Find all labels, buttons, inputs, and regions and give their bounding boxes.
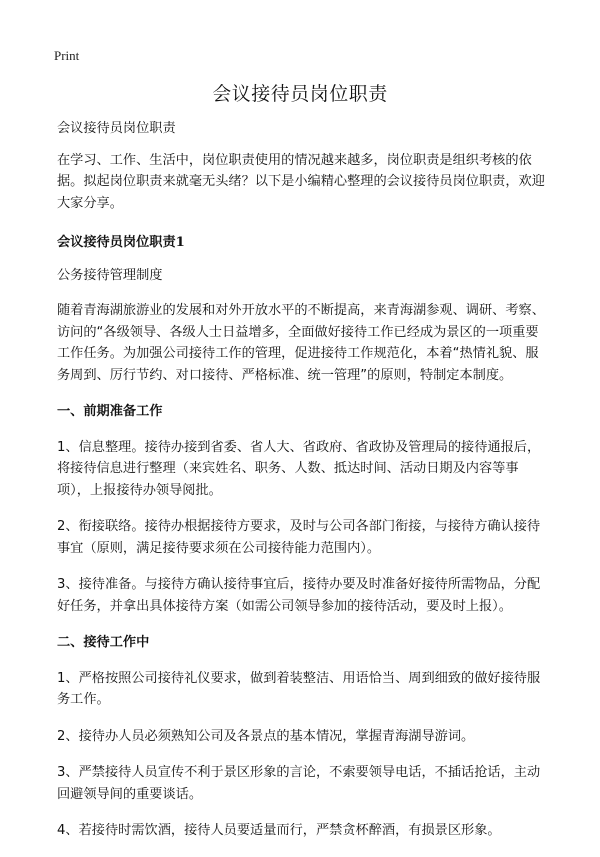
list-item: 3、严禁接待人员宣传不利于景区形象的言论，不索要领导电话，不插话抢话，主动回避领导间的重要谈话。 — [57, 765, 541, 802]
list-item: 2、衔接联络。接待办根据接待方要求，及时与公司各部门衔接，与接待方确认接待事宜（原则，满足接待要求须在公司接待能力范围内）。 — [57, 519, 541, 556]
list-item: 2、接待办人员必须熟知公司及各景点的基本情况，掌握青海湖导游词。 — [57, 728, 475, 744]
part-heading-reception: 二、接待工作中 — [57, 635, 150, 650]
list-item: 1、信息整理。接待办接到省委、省人大、省政府、省政协及管理局的接待通报后，将接待信息进行整理（来宾姓名、职务、人数、抵达时间、活动日期及内容等事项），上报接待办领导阅批。 — [57, 439, 541, 498]
section-intro-paragraph: 随着青海湖旅游业的发展和对外开放水平的不断提高，来青海湖参观、调研、考察、访问的“各级领导、各级人士日益增多，全面做好接待工作已经成为景区的一项重要工作任务。为加强公司接待工作的管理，促进接待工作规范化，本着“热情礼貌、服务周到、厉行节约、对口接待、严格标准、统一管理”的原则，特制定本制度。 — [57, 303, 545, 383]
page-title: 会议接待员岗位职责 — [212, 83, 388, 105]
intro-paragraph: 在学习、工作、生活中，岗位职责使用的情况越来越多，岗位职责是组织考核的依据。拟起岗位职责来就毫无头绪？以下是小编精心整理的会议接待员岗位职责，欢迎大家分享。 — [57, 152, 545, 211]
list-item: 3、接待准备。与接待方确认接待事宜后，接待办要及时准备好接待所需物品，分配好任务，并拿出具体接待方案（如需公司领导参加的接待活动，要及时上报）。 — [57, 577, 541, 614]
print-link[interactable]: Print — [54, 48, 80, 63]
section-subheading: 公务接待管理制度 — [57, 267, 163, 283]
list-item: 4、若接待时需饮酒，接待人员要适量而行，严禁贪杯醉酒，有损景区形象。 — [57, 823, 501, 838]
document-subtitle: 会议接待员岗位职责 — [57, 121, 176, 136]
list-item: 1、严格按照公司接待礼仪要求，做到着装整洁、用语恰当、周到细致的做好接待服务工作。 — [57, 670, 541, 707]
part-heading-preparation: 一、前期准备工作 — [57, 404, 163, 419]
document-body — [57, 118, 551, 857]
section-heading: 会议接待员岗位职责1 — [57, 235, 185, 250]
